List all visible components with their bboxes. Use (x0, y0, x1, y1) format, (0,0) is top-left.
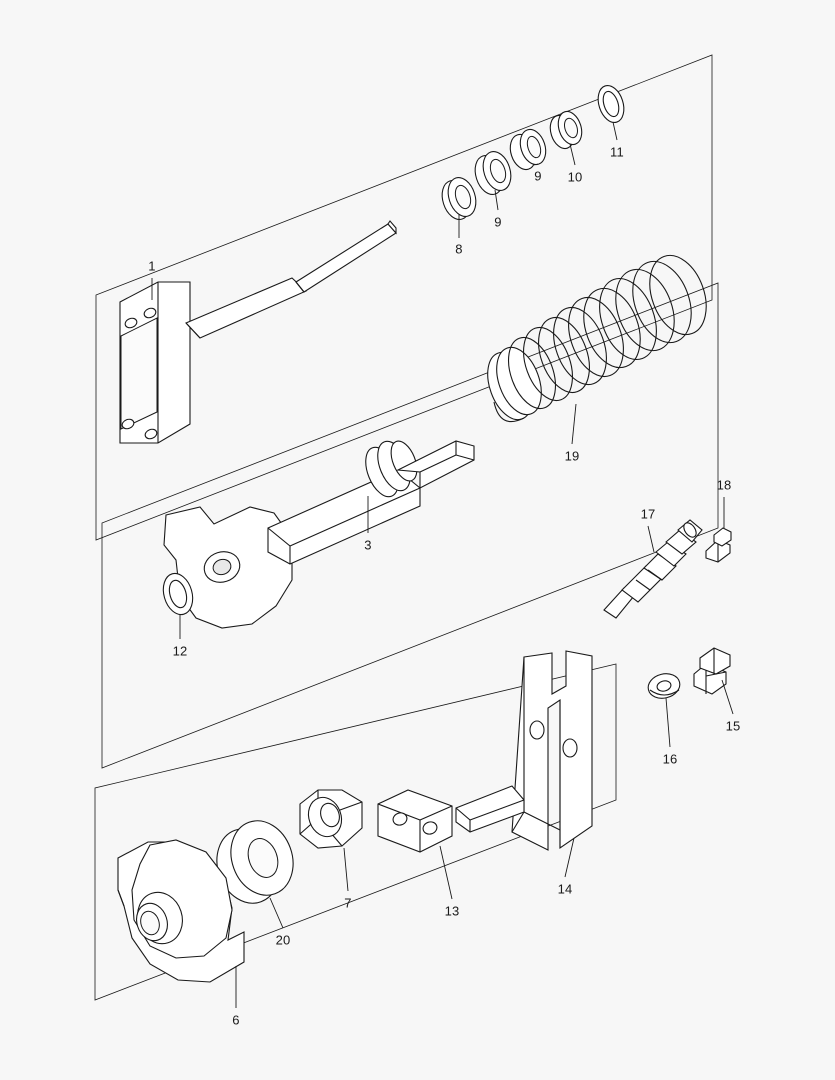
callout-8: 8 (455, 241, 463, 257)
callout-13: 13 (444, 903, 460, 919)
callout-14: 14 (557, 881, 573, 897)
part-19-coil-spring (479, 248, 716, 426)
part-1-shaft-bracket (120, 221, 396, 443)
callout-6: 6 (232, 1012, 240, 1028)
part-13-block (378, 790, 452, 852)
callout-3: 3 (364, 537, 372, 553)
callout-10: 10 (567, 169, 583, 185)
callout-19: 19 (564, 448, 580, 464)
callout-16: 16 (662, 751, 678, 767)
part-11-o-ring (594, 82, 629, 126)
callout-20: 20 (275, 932, 291, 948)
callout-9a: 9 (494, 214, 502, 230)
callout-15: 15 (725, 718, 741, 734)
part-9-seal-b (506, 126, 550, 173)
callout-1: 1 (148, 258, 156, 274)
part-18-bolt (706, 528, 731, 562)
part-14-mounting-bracket (456, 651, 592, 850)
callout-12: 12 (172, 643, 188, 659)
seal-stack-group (437, 82, 628, 223)
part-7-hex-nut (300, 790, 362, 848)
part-16-washer (646, 670, 683, 701)
part-10-seal (546, 108, 585, 151)
callout-18: 18 (716, 477, 732, 493)
callout-11: 11 (610, 144, 624, 160)
callout-17: 17 (640, 506, 656, 522)
part-9-seal-a (470, 148, 515, 198)
callout-7: 7 (344, 895, 352, 911)
callout-9b: 9 (534, 168, 542, 184)
part-17-sensor (604, 520, 702, 618)
part-3-shaft-flange (164, 437, 474, 628)
